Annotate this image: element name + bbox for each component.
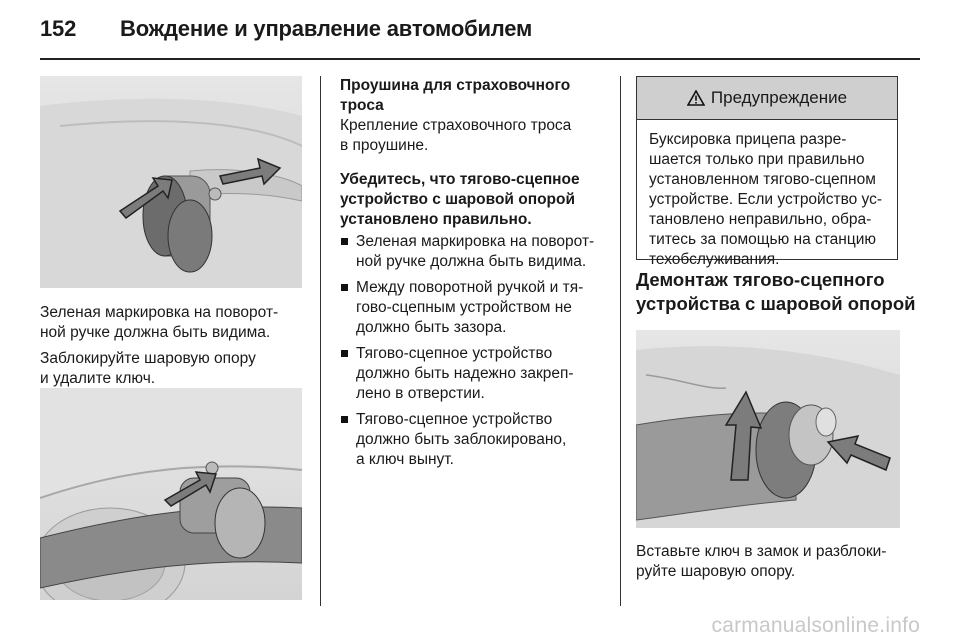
figure-ball-joint <box>40 388 302 600</box>
warning-text <box>637 120 897 270</box>
ball-joint-illustration <box>40 388 302 600</box>
warning-line: тановлено неправильно, обра- <box>649 211 872 228</box>
eyelet-text <box>340 116 608 156</box>
bullet-line: должно быть зазора. <box>356 319 507 336</box>
warning-title: Предупреждение <box>710 88 848 107</box>
bullet-line: Тягово-сцепное устройство <box>356 345 553 362</box>
bullet-line: лено в отверстии. <box>356 385 485 402</box>
warning-line: Буксировка прицепа разре- <box>649 131 847 148</box>
figure-rotary-knob <box>40 76 302 288</box>
bullet-line: гово-сцепным устройством не <box>356 299 572 316</box>
eyelet-text-line: Крепление страховочного троса <box>340 117 572 134</box>
bullet-item <box>340 410 608 470</box>
figure-key-unlock <box>636 330 900 528</box>
bullet-square-icon <box>341 284 348 291</box>
warning-box <box>636 76 898 268</box>
eyelet-heading-line: Проушина для страховочного <box>340 77 571 94</box>
caption1-line: Зеленая маркировка на поворот- <box>40 304 279 321</box>
bullet-line: Между поворотной ручкой и тя- <box>356 279 584 296</box>
warning-triangle-icon <box>687 90 705 106</box>
section-heading-line: устройства с шаровой опорой <box>636 293 916 314</box>
bullet-line: Тягово-сцепное устройство <box>356 411 553 428</box>
warning-line: установленном тягово-сцепном <box>649 171 876 188</box>
watermark: carmanualsonline.info <box>711 614 920 637</box>
page-title: Вождение и управление автомобилем <box>120 16 533 41</box>
bullet-square-icon <box>341 350 348 357</box>
eyelet-text-line: в проушине. <box>340 137 429 154</box>
section-heading <box>636 268 916 316</box>
bullet-line: а ключ вынут. <box>356 451 454 468</box>
check-heading-line: установлено правильно. <box>340 211 532 228</box>
bullet-square-icon <box>341 416 348 423</box>
figure1-caption <box>40 303 305 389</box>
check-heading-line: устройство с шаровой опорой <box>340 191 576 208</box>
caption1-line: ной ручке должна быть видима. <box>40 324 271 341</box>
eyelet-heading <box>340 76 608 116</box>
check-heading <box>340 170 608 230</box>
key-unlock-illustration <box>636 330 900 528</box>
warning-line: устройстве. Если устройство ус- <box>649 191 883 208</box>
column-divider-2 <box>620 76 621 606</box>
caption2-line: и удалите ключ. <box>40 370 156 387</box>
caption2-line: Заблокируйте шаровую опору <box>40 350 256 367</box>
section-heading-line: Демонтаж тягово-сцепного <box>636 269 885 290</box>
rotary-knob-illustration <box>40 76 302 288</box>
header-divider <box>40 58 920 60</box>
caption3-line: руйте шаровую опору. <box>636 563 796 580</box>
caption3-line: Вставьте ключ в замок и разблоки- <box>636 543 887 560</box>
bullet-item <box>340 344 608 404</box>
warning-line: техобслуживания. <box>649 251 780 268</box>
warning-header <box>637 77 897 120</box>
bullet-line: должно быть заблокировано, <box>356 431 567 448</box>
check-heading-line: Убедитесь, что тягово-сцепное <box>340 171 580 188</box>
page-number: 152 <box>40 16 77 41</box>
bullet-item <box>340 232 608 272</box>
bullet-line: ной ручке должна быть видима. <box>356 253 587 270</box>
column-divider-1 <box>320 76 321 606</box>
figure3-caption <box>636 542 906 582</box>
page-header <box>40 16 920 46</box>
bullet-item <box>340 278 608 338</box>
eyelet-heading-line: троса <box>340 97 384 114</box>
main-column <box>340 76 608 470</box>
bullet-line: Зеленая маркировка на поворот- <box>356 233 595 250</box>
warning-line: шается только при правильно <box>649 151 865 168</box>
bullet-line: должно быть надежно закреп- <box>356 365 574 382</box>
bullet-square-icon <box>341 238 348 245</box>
warning-line: титесь за помощью на станцию <box>649 231 877 248</box>
